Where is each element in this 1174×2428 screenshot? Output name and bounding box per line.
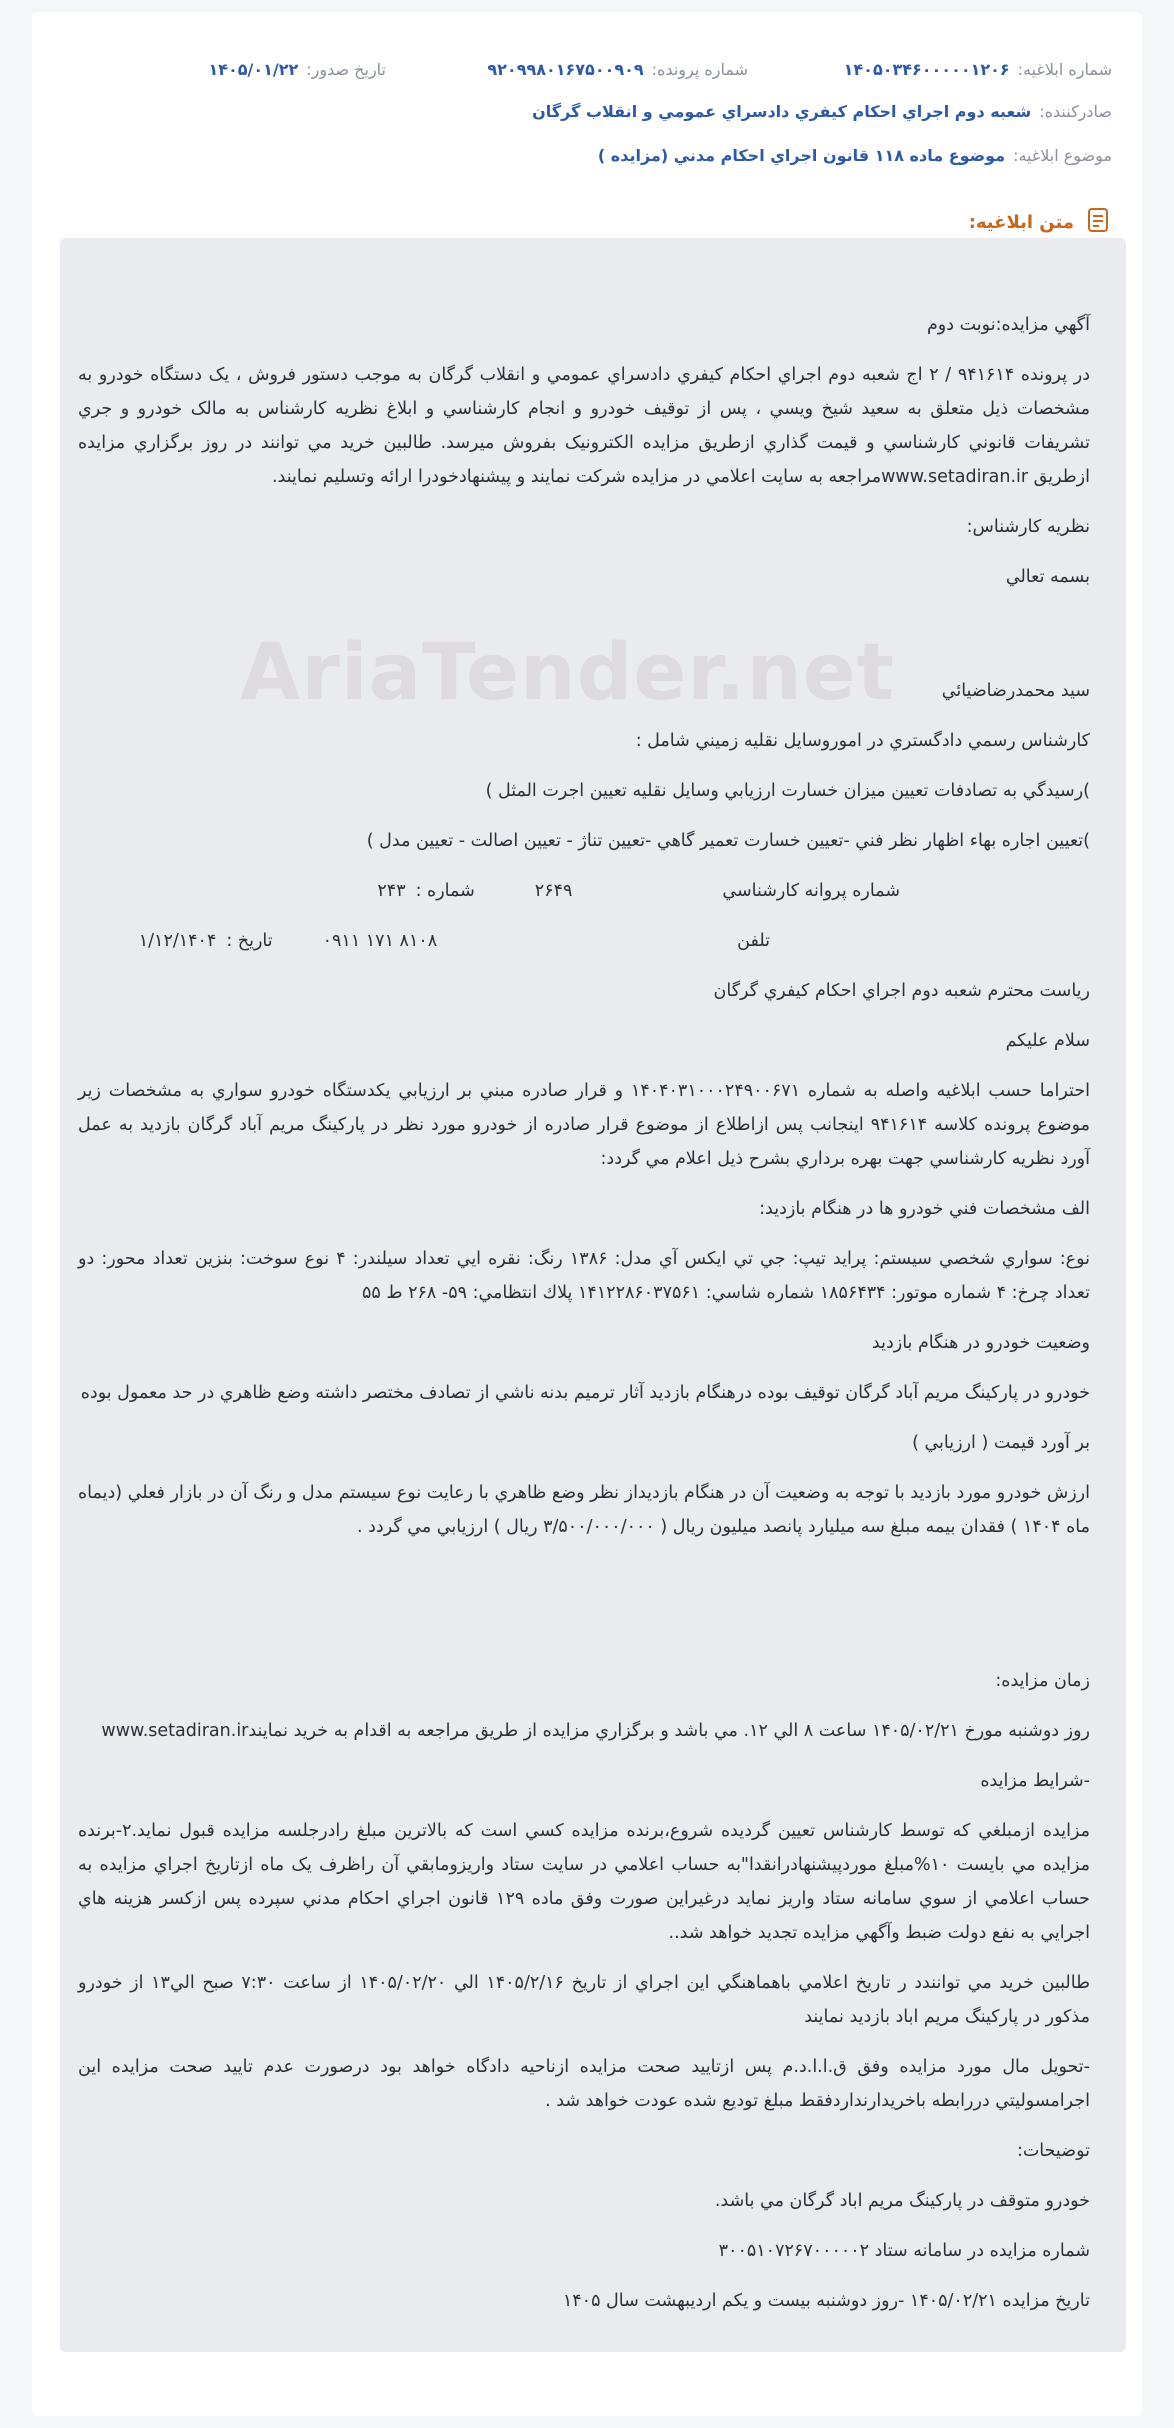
condition-heading: وضعيت خودرو در هنگام بازديد (871, 1333, 1090, 1353)
auction-time-text: روز دوشنبه مورخ ۱۴۰۵/۰۲/۲۱ ساعت ۸ الي ۱۲. مي باشد و برگزاري مزايده از طريق مراجعه به اقدام به خريد نمايندwww.setadiran.ir (101, 1721, 1090, 1741)
notice-heading: آگهي مزايده:نوبت دوم (926, 315, 1090, 335)
delivery-text: -تحويل مال مورد مزايده وفق ق.ا.ا.د.م پس ازتاييد صحت مزايده ازناحيه دادگاه خواهد بود درصورت عدم تاييد صحت مزايده اين اجرامسوليتي دررابطه باخريدارنداردفقط مبلغ توديع شده عودت خواهد شد . (78, 2057, 1090, 2111)
section-header (969, 202, 1112, 242)
expert-title: كارشناس رسمي دادگستري در اموروسايل نقليه زميني شامل : (635, 731, 1090, 751)
case-number (487, 60, 748, 79)
section-title: متن ابلاغيه: (968, 211, 1074, 233)
notice-number (844, 60, 1112, 79)
meta-row-numbers (62, 56, 1112, 82)
notice-number-label: شماره ابلاغيه: (1017, 59, 1112, 79)
auction-number: شماره مزايده در سامانه ستاد ۳۰۰۵۱۰۷۲۶۷۰۰۰۰۰۲ (718, 2241, 1090, 2261)
subject (598, 146, 1112, 165)
subject-value: موضوع ماده ۱۱۸ قانون اجراي احكام مدني (مزايده ) (597, 145, 1006, 165)
expert-date-label: تاريخ : (226, 931, 273, 951)
auction-date: تاريخ مزايده ۱۴۰۵/۰۲/۲۱ -روز دوشنبه بيست و يکم ارديبهشت سال ۱۴۰۵ (562, 2291, 1090, 2311)
phone-row (78, 924, 1090, 958)
expert-date-value: ۱/۱۲/۱۴۰۴ (138, 931, 217, 951)
phone-label: تلفن (737, 931, 770, 951)
notice-body (60, 238, 1126, 2352)
watermark-logo (220, 618, 895, 728)
license-row (78, 874, 1090, 908)
case-number-label: شماره پرونده: (651, 59, 748, 79)
visit-text: طالبين خريد مي توانندد ر تاريخ اعلامي باهماهنگي اين اجراي از تاريخ ۱۴۰۵/۲/۱۶ الي ۱۴۰۵/۰۲/۲۰ از ساعت ۷:۳۰ صبح الي۱۳ از خودرو مذكور در پاركينگ مريم اباد بازديد نمايند (78, 1973, 1091, 2027)
license-label: شماره پروانه كارشناسي (722, 881, 900, 901)
report-intro: احتراما حسب ابلاغيه واصله به شماره ۱۴۰۴۰۳۱۰۰۰۲۴۹۰۰۶۷۱ و قرار صادره مبني بر ارزيابي يكدستگاه خودرو سواري به مشخصات زير موضوع پرونده كلاسه ۹۴۱۶۱۴ اينجانب پس ازاطلاع از موضوع قرار صادره از خودرو مورد نظر در پاركينگ مريم آباد گرگان بازديد به عمل آورد نظريه كارشناسي جهت بهره برداري بشرح ذيل اعلام مي گردد: (78, 1081, 1090, 1169)
document-icon (1084, 206, 1112, 239)
vehicle-specs: نوع: سواري شخصي سيستم: پرايد تيپ: جي تي ايكس آي مدل: ۱۳۸۶ رنگ: نقره ايي تعداد سيلندر: ۴ نوع سوخت: بنزين تعداد محور: دو تعداد چرخ: ۴ شماره موتور: ۱۸۵۶۴۳۴ شماره شاسي: ۱۴۱۲۲۸۶۰۳۷۵۶۱ پلاك انتظامي: ۵۹- ۲۶۸ ط ۵۵ (78, 1249, 1091, 1303)
license-value: ۲۶۴۹ (534, 881, 573, 901)
condition-text: خودرو در پاركينگ مريم آباد گرگان توقيف بوده درهنگام بازديد آثار ترميم بدنه ناشي از تصادف مختصر داشته وضع ظاهري در حد معمول بوده (80, 1383, 1090, 1403)
specs-heading: الف مشخصات فني خودرو ها در هنگام بازديد: (759, 1199, 1090, 1219)
greeting: سلام عليكم (1005, 1031, 1090, 1051)
issuer-label: صادرکننده: (1039, 101, 1112, 121)
addressee: رياست محترم شعبه دوم اجراي احكام كيفري گرگان (713, 981, 1090, 1001)
issue-date-label: تاريخ صدور: (306, 59, 386, 79)
valuation-heading: بر آورد قيمت ( ارزيابي ) (912, 1433, 1090, 1453)
phone-value: ۰۹۱۱ ۱۷۱ ۸۱۰۸ (322, 931, 438, 951)
number-value: ۲۴۳ (377, 881, 406, 901)
expert-scope-2: )تعيين اجاره بهاء اظهار نظر فني -تعيين خسارت تعمير گاهي -تعيين تناژ - تعيين اصالت - تعيين مدل ) (366, 831, 1090, 851)
issue-date (208, 60, 386, 79)
conditions-heading: -شرايط مزايده (980, 1771, 1090, 1791)
conditions-text: مزايده ازمبلغي كه توسط كارشناس تعيين گرديده شروع،برنده مزايده كسي است كه بالاترين مبلغ رادرجلسه مزايده قبول نمايد.۲-برنده مزايده مي بايست ۱۰%مبلغ موردپيشنهادرانقدا"به حساب اعلامي در سايت ستاد واريزومابقي آن راظرف يک ماه ازتاريخ اجراي مزايده به حساب اعلامي از سوي سامانه ستاد واريز نمايد درغيراين صورت وفق ماده ۱۲۹ قانون اجراي احكام مدني سپرده پس ازكسر هزينه هاي اجرايي به نفع دولت ضبط وآگهي مزايده تجديد خواهد شد.. (78, 1821, 1090, 1943)
meta-row-issuer (62, 98, 1112, 124)
valuation-text: ارزش خودرو مورد بازديد با توجه به وضعيت آن در هنگام بازديداز نظر وضع ظاهري با رعايت نوع سيستم مدل و رنگ آن در بازار فعلي (ديماه ماه ۱۴۰۴ ) فقدان بيمه مبلغ سه ميليارد پانصد ميليون ريال ( ۳/۵۰۰/۰۰۰/۰۰۰ ريال ) ارزيابي مي گردد . (78, 1483, 1090, 1537)
auction-time-heading: زمان مزايده: (995, 1671, 1090, 1691)
number-label: شماره : (415, 881, 475, 901)
notes-heading: توضيحات: (1016, 2141, 1090, 2161)
basmala: بسمه تعالي (1005, 567, 1090, 587)
auction-intro: در پرونده ۹۴۱۶۱۴ / ۲ اج شعبه دوم اجراي احكام كيفري دادسراي عمومي و انقلاب گرگان به موجب دستور فروش ، يک دستگاه خودرو به مشخصات ذيل متعلق به سعيد شيخ ويسي ، پس از توقيف خودرو و انجام كارشناسي و ابلاغ نظريه كارشناس به مالک خودرو و جري تشريفات قانوني كارشناسي و قيمت گذاري ازطريق مزايده الکترونيک بفروش ميرسد. طالبين خريد مي توانند در روز برگزاري مزايده ازطريق www.setadiran.irمراجعه به سايت اعلامي در مزايده شرکت نمايند و پيشنهادخودرا ارائه وتسليم نمايند. (78, 365, 1090, 487)
expert-opinion-label: نظريه كارشناس: (966, 517, 1090, 537)
notice-card (32, 12, 1142, 2416)
issuer (532, 102, 1112, 121)
issue-date-value: ۱۴۰۵/۰۱/۲۲ (208, 59, 299, 79)
expert-name: سيد محمدرضاضيائي (941, 681, 1090, 701)
case-number-value: ۹۲۰۹۹۸۰۱۶۷۵۰۰۹۰۹ (487, 59, 644, 79)
notice-number-value: ۱۴۰۵۰۳۴۶۰۰۰۰۰۱۲۰۶ (843, 59, 1010, 79)
expert-scope-1: )رسيدگي به تصادفات تعيين ميزان خسارت ارزيابي وسايل نقليه تعيين اجرت المثل ) (485, 781, 1090, 801)
subject-label: موضوع ابلاغيه: (1013, 145, 1112, 165)
issuer-value: شعبه دوم اجراي احكام كيفري دادسراي عمومي و انقلاب گرگان (532, 101, 1032, 121)
meta-row-subject (62, 142, 1112, 168)
watermark-text: AriaTender.net (240, 628, 895, 718)
notes-location: خودرو متوقف در پاركينگ مريم اباد گرگان مي باشد. (714, 2191, 1090, 2211)
